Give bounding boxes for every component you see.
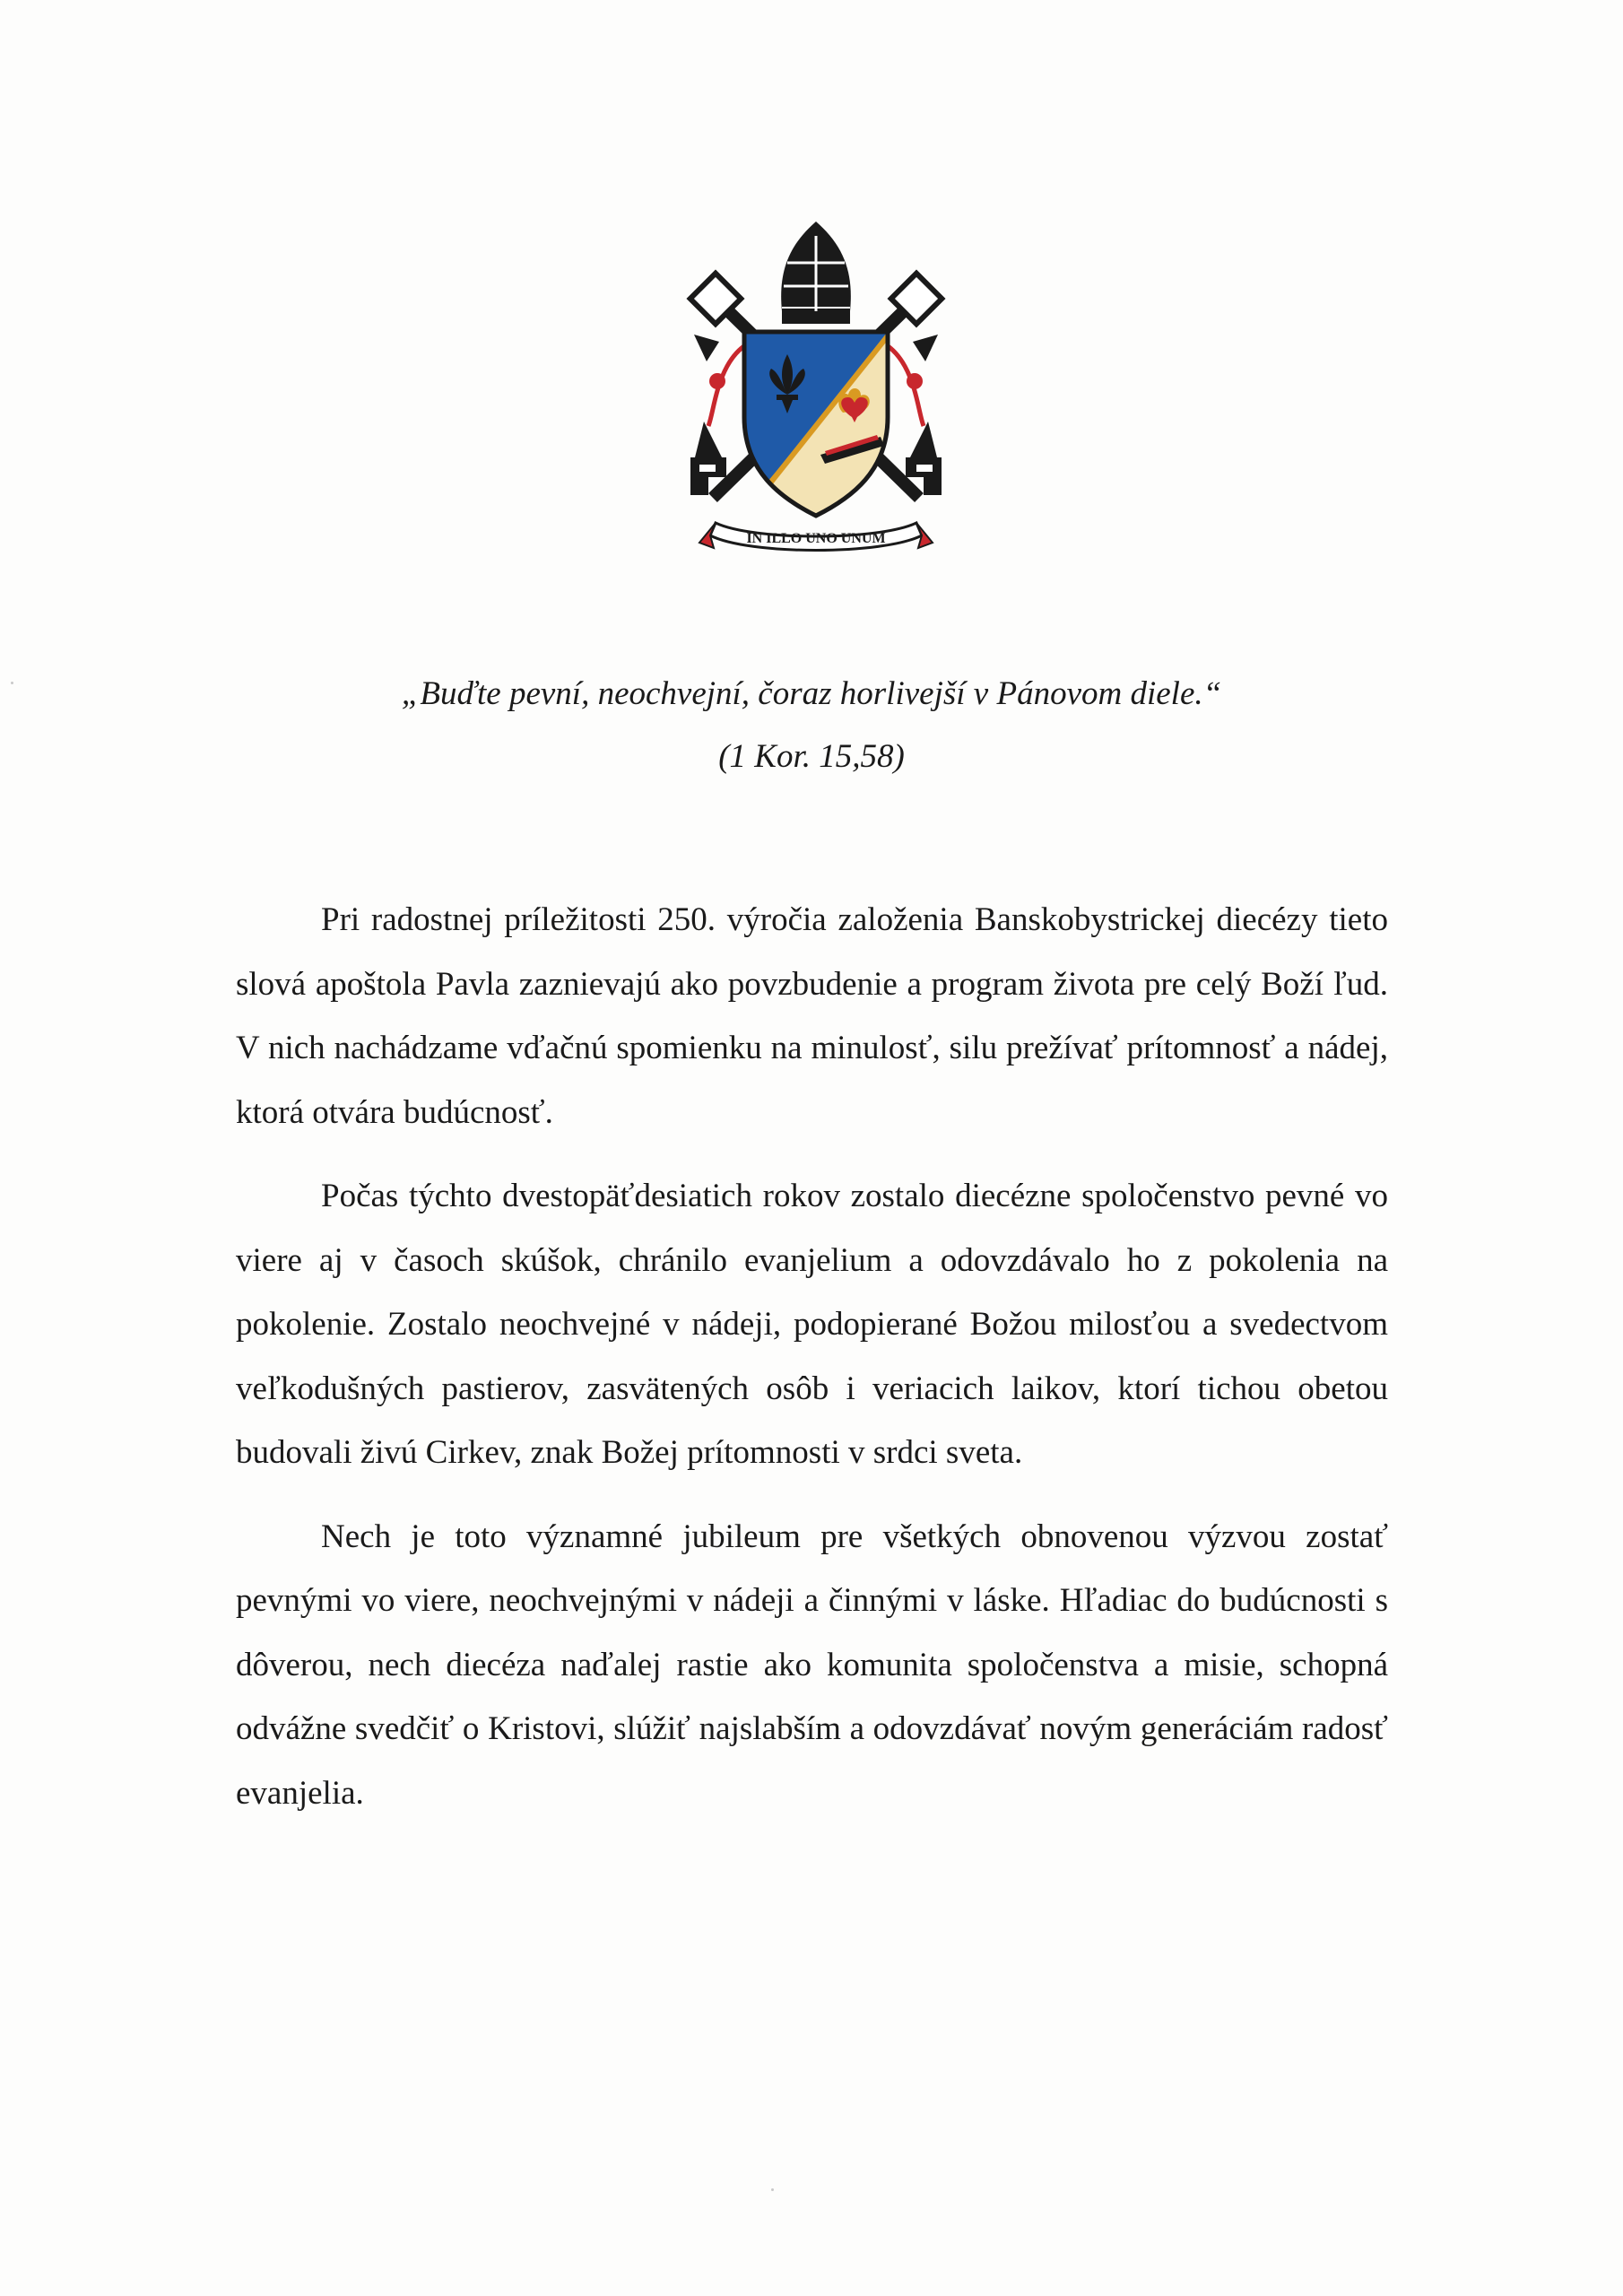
- mitre-icon: [781, 222, 851, 324]
- scan-artifact: [771, 2188, 774, 2191]
- motto-ribbon: [699, 523, 933, 551]
- scripture-reference: (1 Kor. 15,58): [718, 738, 905, 775]
- paragraph-3: Nech je toto významné jubileum pre všetkých obnovenou výzvou zostať pevnými vo viere, neochvejnými v nádeji a činnými v láske. Hľadiac do budúcnosti s dôverou, nech diecéza naďalej rastie ako komunita spoločenstva a misie, schopná odvážne svedčiť o Kristovi, slúžiť najslabším a odovzdávať novým generáciám radosť evanjelia.: [236, 1518, 1388, 1812]
- letter-body: [236, 888, 1388, 1845]
- motto-text: IN ILLO UNO UNUM: [746, 531, 886, 546]
- shield-icon: [735, 327, 897, 525]
- paragraph-1: Pri radostnej príležitosti 250. výročia založenia Banskobystrickej diecézy tieto slová apoštola Pavla zaznievajú ako povzbudenie a program života pre celý Boží ľud. V nich nachádzame vďačnú spomienku na minulosť, silu prežívať prítomnosť a nádej, ktorá otvára budúcnosť.: [236, 901, 1388, 1131]
- paragraph-2: Počas týchto dvestopäťdesiatich rokov zostalo diecézne spoločenstvo pevné vo viere aj v časoch skúšok, chránilo evanjelium a odovzdávalo ho z pokolenia na pokolenie. Zostalo neochvejné v nádeji, podopierané Božou milosťou a svedectvom veľkodušných pastierov, zasvätených osôb i veriacich laikov, ktorí tichou obetou budovali živú Cirkev, znak Božej prítomnosti v srdci sveta.: [236, 1178, 1388, 1471]
- scripture-quote: „Buďte pevní, neochvejní, čoraz horlivejší v Pánovom diele.“: [401, 675, 1222, 712]
- papal-coat-of-arms-icon: [681, 211, 950, 570]
